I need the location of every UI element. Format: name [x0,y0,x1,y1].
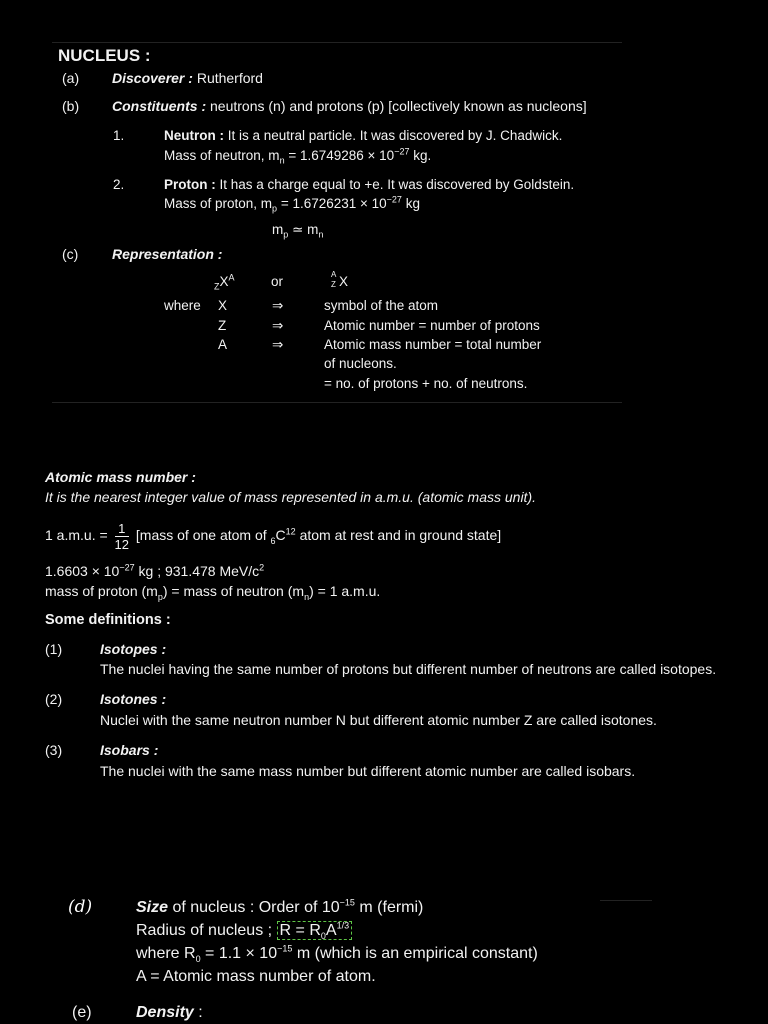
proton-line [164,176,574,194]
amu-pn-post: ) = 1 a.m.u. [309,583,381,599]
neutron-mass-eq: = 1.6749286 × 10 [284,148,395,163]
def-a-2: of nucleons. [324,356,397,371]
discoverer-text: Rutherford [192,70,263,86]
def-a-1: Atomic mass number = total number [324,337,542,352]
neutron-num: 1. [113,128,125,143]
compare-mp-sub: p [283,229,289,240]
amu-fraction [115,521,129,552]
constituents-text: neutrons (n) and protons (p) [collectively known as nucleons] [206,98,587,114]
notation-right-a: A [331,270,337,279]
neutron-text: It is a neutral particle. It was discovered by J. Chadwick. [224,128,563,143]
compare-op: ≃ [288,222,308,237]
compare-mp: m [272,222,284,237]
compare-mn: m [307,222,319,237]
amu-values [45,562,264,580]
definitions-heading: Some definitions : [45,612,171,628]
def-1-term: Isotopes : [100,641,167,657]
notation-right [330,270,354,292]
radius-formula-r: R = R [279,922,321,939]
symbol-x: X [218,298,228,313]
proton-mass-pre: Mass of proton, m [164,196,273,211]
notation-right-z: Z [331,280,336,289]
radius-formula-sub: 0 [320,931,326,942]
item-b-label: (b) [62,98,80,114]
proton-mass-unit: kg [401,196,420,211]
panel-bottom-rule [52,402,622,403]
def-2-num: (2) [45,691,63,707]
amu-values-exp2: 2 [259,562,265,573]
amu-eq-rhs-pre: [mass of one atom of [132,527,271,543]
nucleus-title: NUCLEUS : [58,46,151,65]
size-line-3 [136,944,538,964]
notation-left-z: Z [214,281,220,292]
proton-num: 2. [113,177,125,192]
neutron-line [164,127,562,145]
amu-equation [45,516,501,554]
discoverer-heading: Discoverer : [112,70,193,86]
size-line3-sub: 0 [195,954,201,965]
def-3-term: Isobars : [100,742,159,758]
item-d-label: (d) [68,897,93,917]
size-line1-rest: of nucleus : Order of 10 [168,899,340,916]
amu-eq-rhs-sup: 12 [285,526,296,537]
amu-eq-lhs: 1 a.m.u. = [45,527,112,543]
size-heading: Size [136,899,169,916]
amu-proton-neutron [45,582,380,600]
amu-eq-rhs-sub: 6 [270,535,276,546]
amu-pn-mid: ) = mass of neutron (m [162,583,305,599]
size-line-1 [136,898,423,918]
density-heading: Density [136,1004,194,1021]
def-2-text: Nuclei with the same neutron number N but different atomic number Z are called isotones. [100,712,657,728]
def-1-text: The nuclei having the same number of protons but different number of neutrons are called isotopes. [100,661,717,677]
size-line-2 [136,921,352,941]
def-3-text: The nuclei with the same mass number but different atomic number are called isobars. [100,763,636,779]
neutron-heading: Neutron : [164,128,224,143]
neutron-mass-unit: kg. [409,148,432,163]
arrow-z: ⇒ [272,318,284,333]
amu-pn-pre: mass of proton (m [45,583,158,599]
def-a-3: = no. of protons + no. of neutrons. [324,376,528,391]
item-b [112,97,587,115]
amu-eq-rhs-post: atom at rest and in ground state] [295,527,502,543]
neutron-mass-sub: n [279,155,285,166]
item-e-label: (e) [72,1004,92,1021]
density-colon: : [193,1004,203,1021]
notation-left-x: X [219,274,229,289]
symbol-z: Z [218,318,227,333]
def-x: symbol of the atom [324,298,439,313]
amu-frac-num: 1 [115,521,129,537]
amu-values-exp: −27 [119,562,135,573]
amu-values-mid: kg ; 931.478 MeV/c [134,563,260,579]
proton-mass-exp: −27 [386,194,402,205]
def-2-term: Isotones : [100,691,167,707]
radius-formula-a: A [325,922,337,939]
arrow-x: ⇒ [272,298,284,313]
proton-heading: Proton : [164,177,216,192]
notation-right-x: X [339,274,349,289]
compare-mn-sub: n [318,229,324,240]
amu-values-pre: 1.6603 × 10 [45,563,120,579]
where-label: where [164,298,201,313]
symbol-a: A [218,337,228,352]
size-rule [600,900,652,901]
size-line3-exp: −15 [277,943,293,954]
radius-label: Radius of nucleus ; [136,922,277,939]
amu-pn-sub2: n [304,591,310,602]
size-line3-pre: where R [136,945,196,962]
size-line3-post: m (which is an empirical constant) [292,945,538,962]
size-line-4: A = Atomic mass number of atom. [136,968,376,985]
density-line [136,1003,203,1023]
mass-comparison [272,221,323,239]
item-a-label: (a) [62,70,80,86]
size-line3-mid: = 1.1 × 10 [200,945,278,962]
neutron-mass-exp: −27 [394,146,410,157]
amu-eq-rhs-c: C [275,527,286,543]
amu-heading: Atomic mass number : [45,469,196,485]
notation-left [214,273,235,291]
proton-mass-sub: p [272,203,278,214]
neutron-mass [164,147,431,165]
notation-or: or [271,274,284,289]
def-1-num: (1) [45,641,63,657]
proton-text: It has a charge equal to +e. It was discovered by Goldstein. [215,177,575,192]
radius-formula-exp: 1/3 [336,920,350,931]
arrow-a: ⇒ [272,337,284,352]
size-line1-exp: −15 [339,897,355,908]
radius-formula-box [277,921,353,940]
amu-description: It is the nearest integer value of mass represented in a.m.u. (atomic mass unit). [45,489,536,505]
constituents-heading: Constituents : [112,98,207,114]
neutron-mass-pre: Mass of neutron, m [164,148,280,163]
top-rule [52,42,622,43]
def-3-num: (3) [45,742,63,758]
item-c-label: (c) [62,246,79,262]
amu-pn-sub1: p [157,591,163,602]
notation-left-a: A [228,272,235,283]
proton-mass-eq: = 1.6726231 × 10 [277,196,387,211]
proton-mass [164,195,420,213]
size-line1-post: m (fermi) [354,899,424,916]
item-a [112,69,263,87]
representation-heading: Representation : [112,246,223,262]
def-z: Atomic number = number of protons [324,318,540,333]
amu-frac-den: 12 [114,536,130,552]
